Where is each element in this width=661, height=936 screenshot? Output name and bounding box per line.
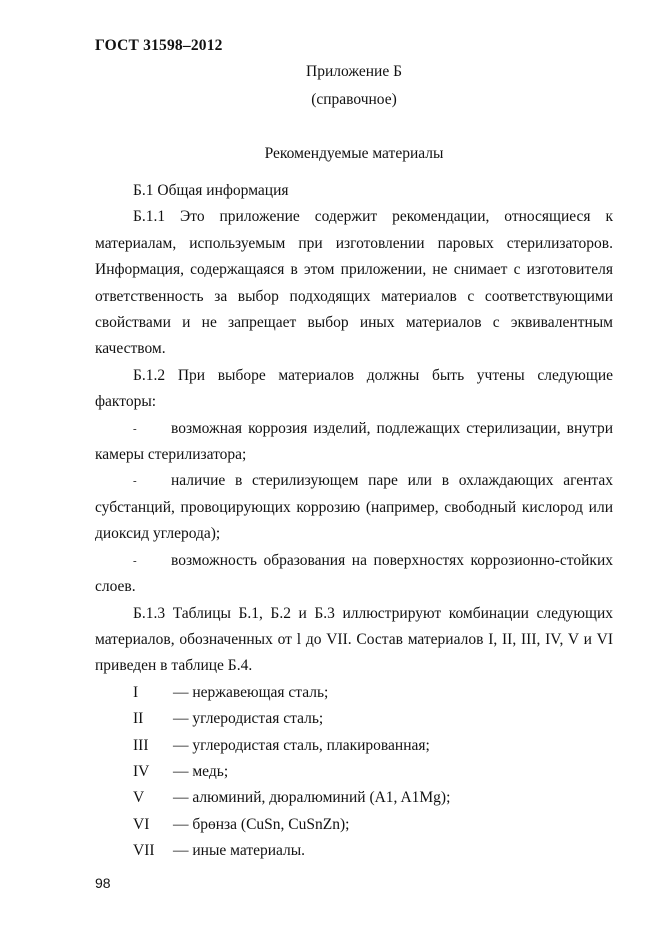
material-item: [95, 706, 613, 732]
material-text: — углеродистая сталь;: [173, 710, 324, 728]
factor-text: возможная коррозия изделий, подлежащих стерилизации, внутри камеры стерилизатора;: [95, 419, 613, 464]
material-number: VII: [133, 842, 155, 860]
b1-heading: Б.1 Общая информация: [133, 182, 289, 199]
factor-item: [95, 548, 613, 601]
document-code: ГОСТ 31598–2012: [95, 37, 223, 54]
material-number: VI: [133, 815, 150, 833]
material-item: [95, 812, 613, 838]
material-item: [95, 785, 613, 811]
dash-marker: -: [133, 422, 137, 435]
material-item: [95, 838, 613, 864]
material-number: IV: [133, 762, 150, 780]
material-text: — иные материалы.: [173, 842, 306, 860]
dash-marker: -: [133, 475, 137, 488]
factor-item: [95, 468, 613, 547]
material-text: — медь;: [173, 762, 229, 780]
material-item: [95, 680, 613, 706]
material-text: — брөнза (CuSn, CuSnZn);: [173, 815, 350, 833]
material-item: [95, 733, 613, 759]
page-number: 98: [95, 875, 111, 891]
material-number: V: [133, 789, 145, 807]
material-item: [95, 759, 613, 785]
factor-text: наличие в стерилизующем паре или в охлаждающих агентах субстанций, провоцирующих коррозию (например, свободный кислород или диоксид углерода);: [95, 472, 613, 543]
paragraph-b12: Б.1.2 При выборе материалов должны быть учтены следующие факторы:: [95, 366, 613, 411]
dash-marker: -: [133, 554, 137, 567]
paragraph-b13: Б.1.3 Таблицы Б.1, Б.2 и Б.3 иллюстрируют комбинации следующих материалов, обозначенных от l до VII. Состав материалов I, II, III, IV, V и VI приведен в таблице Б.4.: [95, 604, 613, 675]
factor-item: [95, 416, 613, 469]
material-text: — алюминий, дюралюминий (A1, A1Mg);: [173, 789, 451, 807]
appendix-title: Приложение Б: [306, 63, 402, 80]
material-text: — нержавеющая сталь;: [173, 683, 329, 701]
appendix-subtitle: (справочное): [311, 91, 397, 108]
material-text: — углеродистая сталь, плакированная;: [173, 736, 430, 754]
material-number: II: [133, 710, 144, 728]
section-title: Рекомендуемые материалы: [264, 145, 444, 162]
factor-text: возможность образования на поверхностях коррозионно-стойких слоев.: [95, 551, 613, 596]
body-text: [95, 178, 613, 864]
paragraph-b11: Б.1.1 Это приложение содержит рекомендации, относящиеся к материалам, используемым при изготовлении паровых стерилизаторов. Информация, содержащаяся в этом приложении, не снимает с изготовителя ответственность за выбор подходящих материалов с соответствующими свойствами и не запрещает выбор иных материалов с эквивалентным качеством.: [95, 208, 613, 358]
material-number: III: [133, 736, 149, 754]
material-number: I: [133, 683, 139, 701]
